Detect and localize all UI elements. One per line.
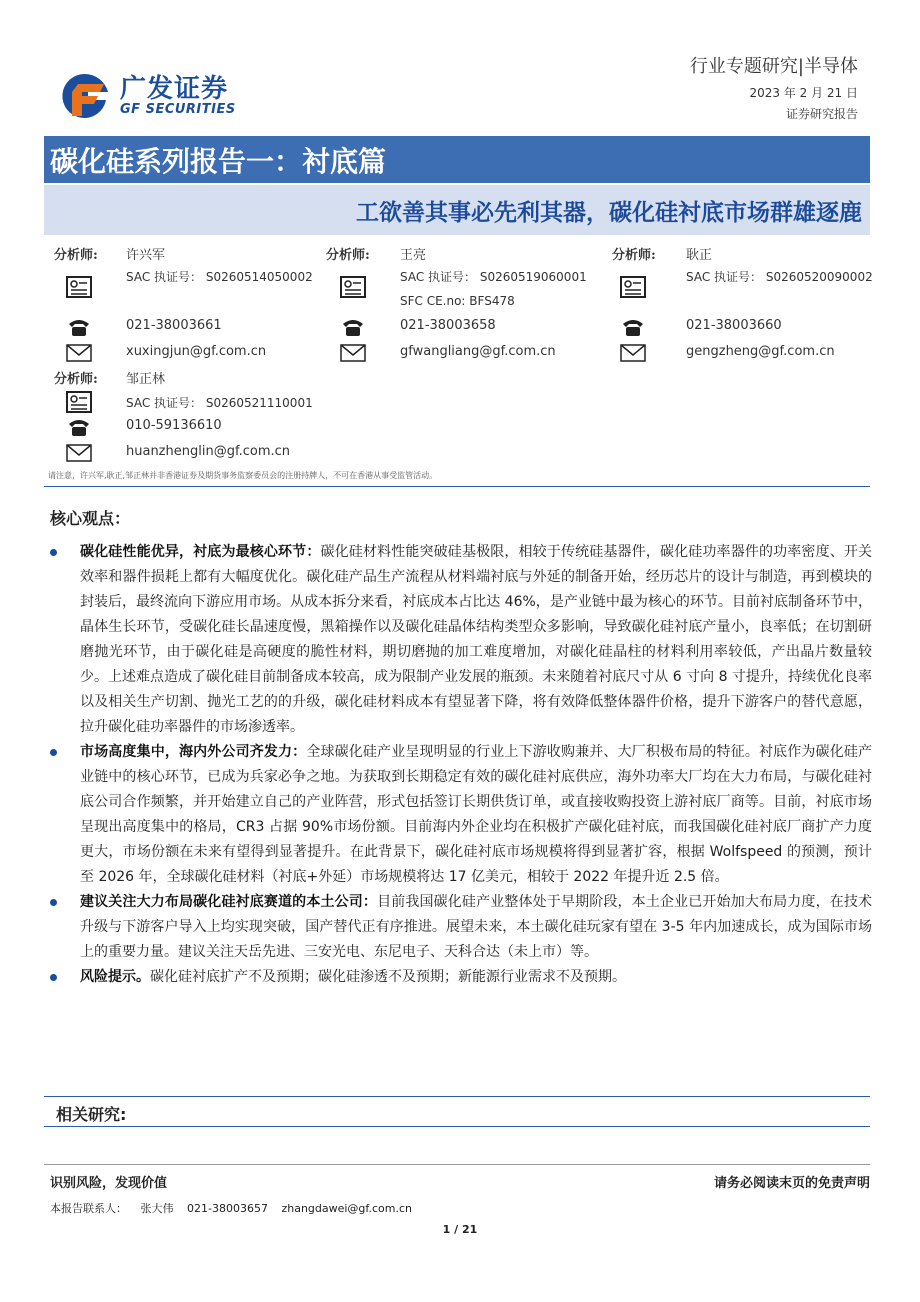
footer-notice: 请务必阅读末页的免责声明 (713, 1176, 870, 1191)
report-type: 证券研究报告 (785, 107, 858, 121)
contact-tel: 021-38003657 (187, 1202, 268, 1215)
analyst-email[interactable]: huanzhenglin@gf.com.cn (126, 444, 290, 459)
analyst-email[interactable]: xuxingjun@gf.com.cn (126, 344, 267, 359)
mail-icon (66, 342, 92, 364)
mail-icon (620, 342, 646, 364)
report-category: 行业专题研究|半导体 (689, 56, 858, 77)
point-heading: 碳化硅性能优异，衬底为最核心环节： (80, 544, 321, 560)
point-heading: 市场高度集中，海内外公司齐发力： (80, 744, 307, 760)
footer-slogan: 识别风险，发现价值 (50, 1176, 168, 1191)
gf-logo-icon (58, 70, 112, 122)
point-body: 碳化硅衬底扩产不及预期；碳化硅渗透不及预期；新能源行业需求不及预期。 (150, 969, 626, 985)
analyst-sac: SAC 执证号： S0260521110001 (126, 396, 313, 410)
page-title: 碳化硅系列报告一：衬底篇 (50, 145, 387, 178)
divider (44, 1126, 870, 1127)
list-item (50, 890, 872, 965)
point-body: 全球碳化硅产业呈现明显的行业上下游收购兼并、大厂积极布局的特征。衬底作为碳化硅产业链中的核心环节，已成为兵家必争之地。为获取到长期稳定有效的碳化硅衬底供应，海外功率大厂均在大力布局，与碳化硅衬底公司合作频繁，并开始建立自己的产业阵营，形式包括签订长期供货订单，或直接收购投资上游衬底厂商等。目前，衬底市场呈现出高度集中的格局，CR3 占据 90%市场份额。目前海内外企业均在积极扩产碳化硅衬底，而我国碳化硅衬底厂商扩产力度更大，市场份额在未来有望得到显著提升。在此背景下，碳化硅衬底市场规模将得到显著扩容，根据 Wolfspeed 的预测，预计至 2026 年，全球碳化硅材料（衬底+外延）市场规模将达 17 亿美元，相较于 2022 年提升近 2.5 倍。 (80, 744, 872, 885)
bullet-icon (50, 899, 57, 906)
point-heading: 建议关注大力布局碳化硅衬底赛道的本土公司： (80, 894, 378, 910)
analyst-label: 分析师: (54, 248, 98, 263)
footer-contact (50, 1200, 422, 1216)
report-date: 2023 年 2 月 21 日 (749, 86, 858, 100)
bullet-icon (50, 749, 57, 756)
certificate-icon (66, 391, 92, 413)
analyst-tel: 021-38003658 (400, 318, 496, 333)
related-research-title: 相关研究: (56, 1105, 127, 1124)
certificate-icon (340, 276, 366, 298)
core-points-list (50, 540, 872, 990)
analyst-name: 耿正 (686, 248, 713, 263)
analyst-label: 分析师: (612, 248, 656, 263)
divider (44, 1096, 870, 1097)
bullet-icon (50, 549, 57, 556)
bullet-icon (50, 974, 57, 981)
page-number: 1 / 21 (442, 1223, 478, 1236)
contact-email[interactable]: zhangdawei@gf.com.cn (281, 1202, 412, 1215)
analyst-sfc: SFC CE.no: BFS478 (400, 294, 515, 308)
analyst-name: 王亮 (400, 248, 427, 263)
analyst-tel: 021-38003660 (686, 318, 782, 333)
footer-divider (44, 1164, 870, 1165)
phone-icon (620, 316, 646, 338)
core-views-title: 核心观点： (50, 509, 131, 528)
phone-icon (340, 316, 366, 338)
disclaimer: 请注意，许兴军,耿正,邹正林并非香港证券及期货事务监察委员会的注册持牌人，不可在香港从事受监管活动。 (48, 471, 438, 480)
divider (44, 486, 870, 487)
point-body: 目前我国碳化硅产业整体处于早期阶段，本土企业已开始加大布局力度，在技术升级与下游客户导入上均实现突破，国产替代正有序推进。展望未来，本土碳化硅玩家有望在 3-5 年内加速成长，成为国际市场上的重要力量。建议关注天岳先进、三安光电、东尼电子、天科合达（未上市）等。 (80, 894, 873, 960)
page-subtitle: 工欲善其事必先利其器，碳化硅衬底市场群雄逐鹿 (356, 199, 862, 226)
analyst-email[interactable]: gengzheng@gf.com.cn (686, 344, 835, 359)
logo-text-en: GF SECURITIES (120, 102, 236, 117)
phone-icon (66, 316, 92, 338)
analyst-sac: SAC 执证号： S0260514050002 (126, 270, 313, 284)
analyst-sac: SAC 执证号： S0260519060001 (400, 270, 587, 284)
list-item (50, 740, 872, 890)
mail-icon (66, 442, 92, 464)
point-heading: 风险提示。 (80, 969, 150, 985)
analyst-name: 邹正林 (126, 372, 166, 387)
analyst-email[interactable]: gfwangliang@gf.com.cn (400, 344, 556, 359)
contact-label: 本报告联系人： (50, 1202, 127, 1215)
phone-icon (66, 416, 92, 438)
certificate-icon (66, 276, 92, 298)
analyst-sac: SAC 执证号： S0260520090002 (686, 270, 873, 284)
company-logo (58, 68, 258, 124)
contact-name: 张大伟 (140, 1202, 174, 1215)
analyst-label: 分析师: (326, 248, 370, 263)
logo-text-cn: 广发证券 (120, 74, 229, 104)
analyst-tel: 010-59136610 (126, 418, 222, 433)
analyst-label: 分析师: (54, 372, 98, 387)
analyst-name: 许兴军 (126, 248, 166, 263)
analyst-tel: 021-38003661 (126, 318, 222, 333)
point-body: 碳化硅材料性能突破硅基极限，相较于传统硅基器件，碳化硅功率器件的功率密度、开关效率和器件损耗上都有大幅度优化。碳化硅产品生产流程从材料端衬底与外延的制备开始，经历芯片的设计与制造，再到模块的封装后，最终流向下游应用市场。从成本拆分来看，衬底成本占比达 46%，是产业链中最为核心的环节。目前衬底制备环节中，晶体生长环节，受碳化硅长晶速度慢，黑箱操作以及碳化硅晶体结构类型众多影响，导致碳化硅衬底产量小，良率低；在切割研磨抛光环节，由于碳化硅是高硬度的脆性材料，期切磨抛的加工难度增加，对碳化硅晶柱的材料利用率较低，产出晶片数量较少。上述难点造成了碳化硅目前制备成本较高，成为限制产业发展的瓶颈。未来随着衬底尺寸从 6 寸向 8 寸提升，持续优化良率以及相关生产切割、抛光工艺的的升级，碳化硅材料成本有望显著下降，将有效降低整体器件价格，提升下游客户的替代意愿，拉升碳化硅功率器件的市场渗透率。 (80, 544, 873, 735)
mail-icon (340, 342, 366, 364)
certificate-icon (620, 276, 646, 298)
list-item (50, 540, 872, 740)
list-item (50, 965, 872, 990)
